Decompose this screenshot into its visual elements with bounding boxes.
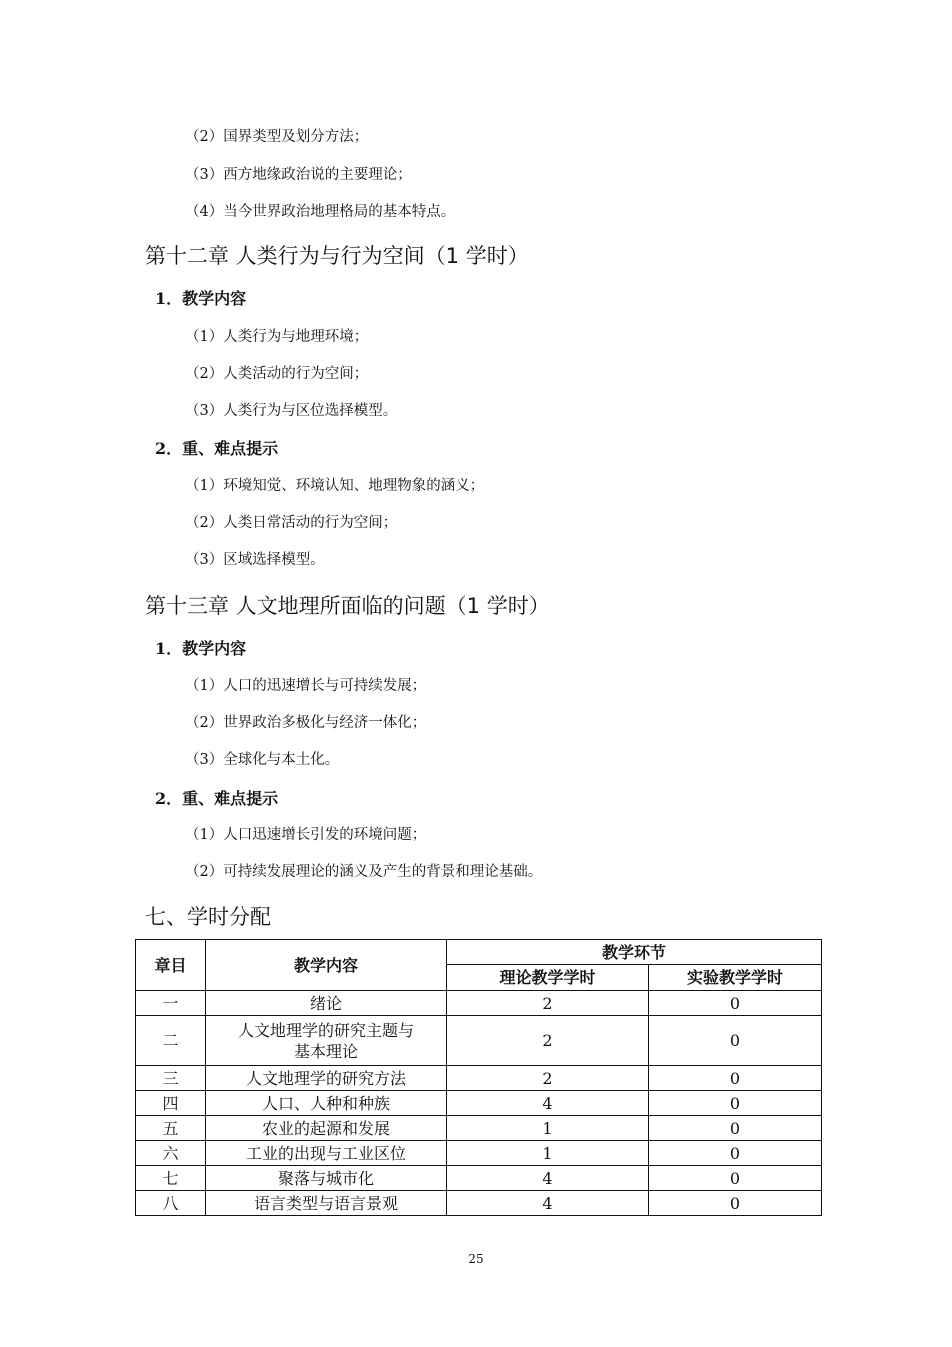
table-row — [136, 1066, 822, 1091]
cell-content: 人口、人种和种族 — [206, 1091, 447, 1116]
cell-lab: 0 — [649, 1066, 822, 1091]
cell-lab: 0 — [649, 1091, 822, 1116]
header-teaching-stage: 教学环节 — [447, 940, 822, 965]
cell-chapter: 一 — [136, 991, 206, 1016]
cell-content: 农业的起源和发展 — [206, 1116, 447, 1141]
cell-content: 聚落与城市化 — [206, 1166, 447, 1191]
list-item: （2）世界政治多极化与经济一体化； — [185, 715, 427, 731]
cell-theory: 4 — [447, 1166, 649, 1191]
list-item: （2）人类活动的行为空间； — [185, 366, 369, 382]
cell-chapter: 七 — [136, 1166, 206, 1191]
list-item: （1）人类行为与地理环境； — [185, 329, 369, 345]
cell-content-line: 基本理论 — [293, 1041, 358, 1061]
cell-content: 语言类型与语言景观 — [206, 1191, 447, 1216]
table-row — [136, 1091, 822, 1116]
cell-lab: 0 — [649, 1166, 822, 1191]
list-item: （2）人类日常活动的行为空间； — [185, 515, 398, 531]
list-item: （3）人类行为与区位选择模型。 — [185, 403, 398, 419]
list-item: （3）区域选择模型。 — [185, 552, 325, 568]
chapter-12-title: 第十二章 人类行为与行为空间（1 学时） — [145, 244, 529, 268]
cell-theory: 4 — [447, 1091, 649, 1116]
table-row — [136, 1191, 822, 1216]
cell-theory: 2 — [447, 991, 649, 1016]
cell-lab: 0 — [649, 1191, 822, 1216]
header-theory-hours: 理论教学学时 — [447, 965, 649, 991]
cell-lab: 0 — [649, 1016, 822, 1066]
cell-content: 工业的出现与工业区位 — [206, 1141, 447, 1166]
cell-chapter: 六 — [136, 1141, 206, 1166]
cell-chapter: 三 — [136, 1066, 206, 1091]
cell-lab: 0 — [649, 1141, 822, 1166]
cell-content-line: 人文地理学的研究主题与 — [237, 1020, 414, 1040]
table-row — [136, 1116, 822, 1141]
list-item: （2）国界类型及划分方法； — [185, 129, 369, 145]
table-row — [136, 1141, 822, 1166]
chapter-13-teaching-content-heading: 1．教学内容 — [155, 639, 247, 658]
page-number: 25 — [468, 1252, 484, 1266]
cell-theory: 2 — [447, 1016, 649, 1066]
chapter-12-teaching-content-heading: 1．教学内容 — [155, 289, 247, 308]
list-item: （1）人口的迅速增长与可持续发展； — [185, 678, 427, 694]
cell-theory: 1 — [447, 1141, 649, 1166]
cell-content — [206, 1016, 447, 1066]
header-lab-hours: 实验教学学时 — [649, 965, 822, 991]
chapter-13-title: 第十三章 人文地理所面临的问题（1 学时） — [145, 594, 550, 618]
list-item: （4）当今世界政治地理格局的基本特点。 — [185, 204, 456, 220]
cell-chapter: 八 — [136, 1191, 206, 1216]
chapter-12-key-points-heading: 2．重、难点提示 — [155, 439, 279, 458]
table-row — [136, 1166, 822, 1191]
section-7-title: 七、学时分配 — [145, 905, 271, 929]
header-chapter: 章目 — [136, 940, 206, 991]
list-item: （3）西方地缘政治说的主要理论； — [185, 167, 412, 183]
list-item: （2）可持续发展理论的涵义及产生的背景和理论基础。 — [185, 864, 543, 880]
cell-theory: 1 — [447, 1116, 649, 1141]
list-item: （3）全球化与本土化。 — [185, 752, 340, 768]
cell-theory: 4 — [447, 1191, 649, 1216]
chapter-13-key-points-heading: 2．重、难点提示 — [155, 789, 279, 808]
table-row — [136, 991, 822, 1016]
list-item: （1）环境知觉、环境认知、地理物象的涵义； — [185, 478, 485, 494]
cell-chapter: 四 — [136, 1091, 206, 1116]
table-row — [136, 1016, 822, 1066]
cell-chapter: 二 — [136, 1016, 206, 1066]
header-content: 教学内容 — [206, 940, 447, 991]
cell-lab: 0 — [649, 991, 822, 1016]
cell-content: 绪论 — [206, 991, 447, 1016]
list-item: （1）人口迅速增长引发的环境问题； — [185, 827, 427, 843]
cell-lab: 0 — [649, 1116, 822, 1141]
hours-allocation-table — [135, 939, 822, 1216]
cell-chapter: 五 — [136, 1116, 206, 1141]
cell-theory: 2 — [447, 1066, 649, 1091]
cell-content: 人文地理学的研究方法 — [206, 1066, 447, 1091]
